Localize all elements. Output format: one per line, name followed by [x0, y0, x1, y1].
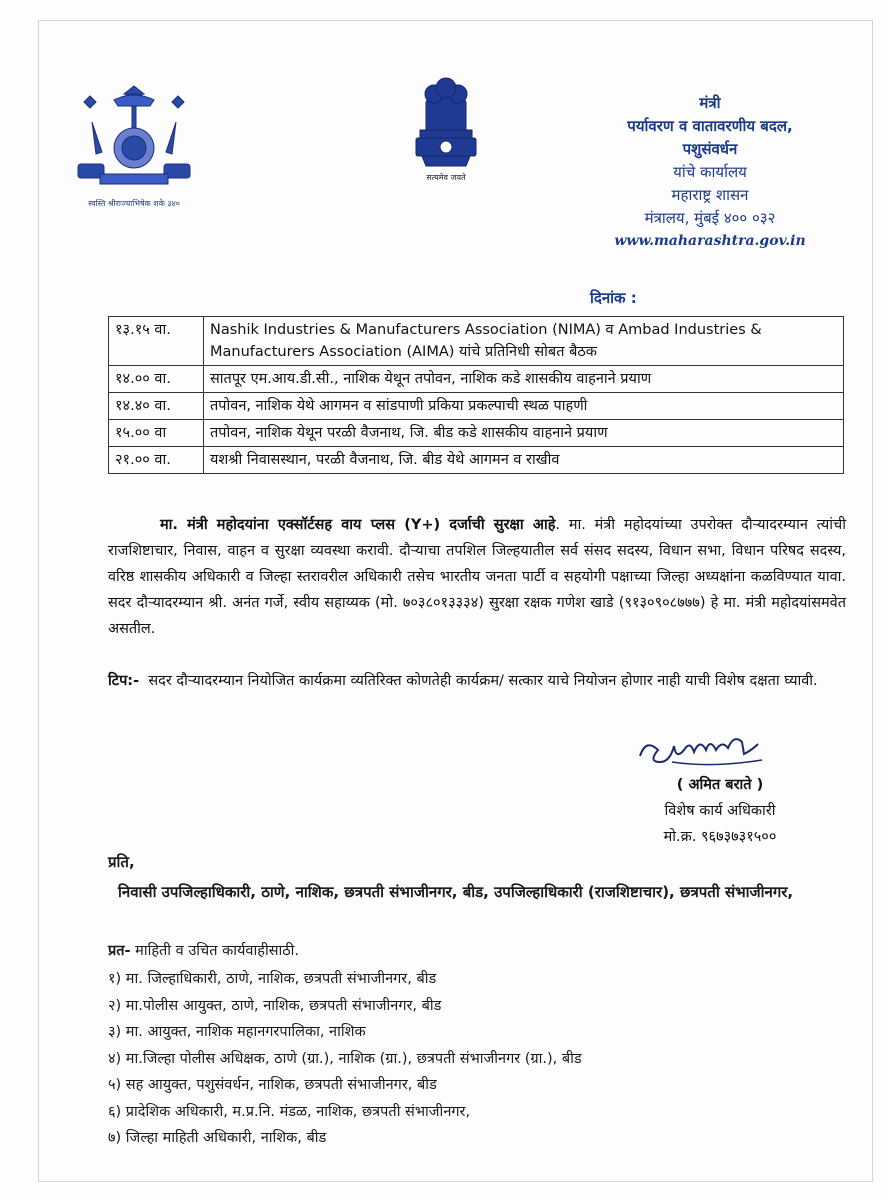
schedule-event: Nashik Industries & Manufacturers Association (NIMA) व Ambad Industries & Manufacturers Association (AIMA) यांचे प्रतिनिधी सोबत बैठक: [204, 317, 844, 366]
government-line: महाराष्ट्र शासन: [671, 186, 749, 204]
list-item: २) मा.पोलीस आयुक्त, ठाणे, नाशिक, छत्रपती संभाजीनगर, बीड: [108, 997, 442, 1014]
list-item: ३) मा. आयुक्त, नाशिक महानगरपालिका, नाशिक: [108, 1024, 366, 1040]
address-line: मंत्रालय, मुंबई ४०० ०३२: [644, 209, 776, 227]
list-item: ५) सह आयुक्त, पशुसंवर्धन, नाशिक, छत्रपती संभाजीनगर, बीड: [108, 1077, 437, 1093]
rajmudra-emblem-icon: [70, 82, 198, 196]
department-line-1: पर्यावरण व वातावरणीय बदल,: [627, 117, 793, 135]
list-item: १) मा. जिल्हाधिकारी, ठाणे, नाशिक, छत्रपती संभाजीनगर, बीड: [108, 971, 437, 987]
signatory-block: [600, 772, 840, 850]
schedule-time: १५.०० वा: [109, 420, 204, 447]
signatory-name: ( अमित बराते ): [676, 777, 764, 793]
list-item: ६) प्रादेशिक अधिकारी, म.प्र.नि. मंडळ, नाशिक, छत्रपती संभाजीनगर,: [108, 1103, 471, 1120]
website-link[interactable]: www.maharashtra.gov.in: [614, 233, 806, 249]
security-level-text: मा. मंत्री महोदयांना एक्सॉर्टसह वाय प्लस (Y+) दर्जाची सुरक्षा आहे: [160, 517, 556, 533]
copy-heading: [108, 940, 299, 960]
national-emblem: [408, 72, 484, 184]
table-row: [109, 393, 844, 420]
schedule-event: तपोवन, नाशिक येथून परळी वैजनाथ, जि. बीड कडे शासकीय वाहनाने प्रयाण: [204, 420, 844, 447]
emblem-caption: स्वस्ति श्रीराज्याभिषेक शके ३४०: [88, 199, 180, 208]
copy-purpose: माहिती व उचित कार्यवाहीसाठी.: [135, 943, 300, 959]
schedule-time: १४.४० वा.: [109, 393, 204, 420]
note-label: टिप:-: [108, 673, 140, 689]
copy-recipient-list: [108, 966, 848, 1152]
schedule-time: १४.०० वा.: [109, 366, 204, 393]
schedule-event: तपोवन, नाशिक येथे आगमन व सांडपाणी प्रकिया प्रकल्पाची स्थळ पाहणी: [204, 393, 844, 420]
lion-capital-icon: [408, 72, 484, 170]
table-row: [109, 447, 844, 474]
schedule-time: १३.१५ वा.: [109, 317, 204, 366]
ministry-title: मंत्री: [699, 94, 721, 112]
table-row: [109, 420, 844, 447]
state-emblem-left: [70, 82, 198, 214]
handwritten-signature-icon: [632, 722, 792, 778]
schedule-table: [108, 316, 844, 474]
emblem-motto: सत्यमेव जयते: [426, 173, 466, 182]
note-text: सदर दौऱ्यादरम्यान नियोजित कार्यक्रमा व्यतिरिक्त कोणतेही कार्यक्रम/ सत्कार याचे नियोजन होणार नाही याची विशेष दक्षता घ्यावी.: [148, 673, 818, 689]
to-recipients: निवासी उपजिल्हाधिकारी, ठाणे, नाशिक, छत्रपती संभाजीनगर, बीड, उपजिल्हाधिकारी (राजशिष्टाचार), छत्रपती संभाजीनगर,: [118, 883, 794, 901]
signatory-mobile: मो.क्र. ९६७३७३१५००: [663, 829, 777, 845]
security-paragraph: [108, 512, 846, 642]
department-line-2: पशुसंवर्धन: [682, 140, 738, 158]
list-item: ४) मा.जिल्हा पोलीस अधिक्षक, ठाणे (ग्रा.), नाशिक (ग्रा.), छत्रपती संभाजीनगर (ग्रा.), बीड: [108, 1050, 582, 1067]
copy-label: प्रत-: [108, 943, 131, 959]
schedule-event: सातपूर एम.आय.डी.सी., नाशिक येथून तपोवन, नाशिक कडे शासकीय वाहनाने प्रयाण: [204, 366, 844, 393]
schedule-event: यशश्री निवासस्थान, परळी वैजनाथ, जि. बीड येथे आगमन व राखीव: [204, 447, 844, 474]
table-row: [109, 366, 844, 393]
security-instructions-text: . मा. मंत्री महोदयांच्या उपरोक्त दौऱ्यादरम्यान त्यांची राजशिष्टाचार, निवास, वाहन व सुरक्षा व्यवस्था करावी. दौऱ्याचा तपशिल जिल्हयातील सर्व संसद सदस्य, विधान सभा, विधान परिषद सदस्य, वरिष्ठ शासकीय अधिकारी व जिल्हा स्तरावरील अधिकारी तसेच भारतीय जनता पार्टी व सहयोगी पक्षाच्या जिल्हा अध्यक्षांना कळविण्यात यावा. सदर दौऱ्यादरम्यान श्री. अनंत गर्जे, स्वीय सहाय्यक (मो. ७०३८०१३३३४) सुरक्षा रक्षक गणेश खाडे (९१३०९०८७७७) हे मा. मंत्री महोदयांसमवेत असतील.: [108, 517, 846, 637]
table-row: [109, 317, 844, 366]
list-item: ७) जिल्हा माहिती अधिकारी, नाशिक, बीड: [108, 1130, 327, 1146]
office-line: यांचे कार्यालय: [673, 163, 747, 181]
ministry-header: [560, 92, 860, 253]
note-block: [108, 668, 846, 694]
to-label: प्रति,: [108, 853, 135, 871]
schedule-time: २१.०० वा.: [109, 447, 204, 474]
signatory-designation: विशेष कार्य अधिकारी: [664, 803, 776, 819]
date-label: दिनांक :: [590, 289, 637, 307]
